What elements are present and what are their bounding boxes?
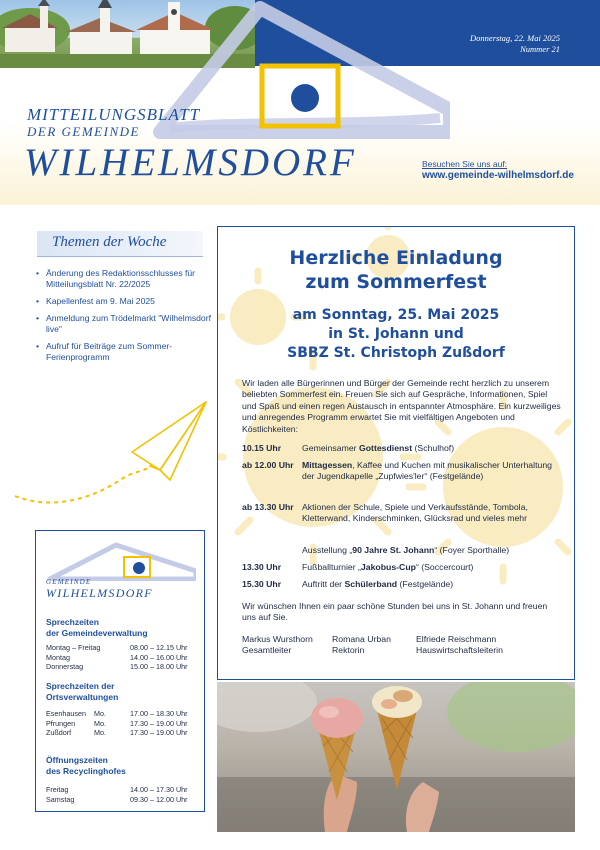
schedule-highlight: 90 Jahre St. Johann [352,545,435,555]
masthead [0,0,600,205]
schedule-time: 10.15 Uhr [242,443,282,453]
schedule-text: (Festgelände) [397,579,454,589]
schedule-text: “ (Foyer Sporthalle) [434,545,510,555]
invitation-closing: Wir wünschen Ihnen ein paar schöne Stunden bei uns in St. Johann und freuen uns auf Sie. [242,601,548,623]
signature-block [332,634,391,657]
themen-item[interactable]: • Aufruf für Beiträge zum Sommer-Ferienprogramm [36,341,211,363]
logo-name-text: WILHELMSDORF [46,586,153,600]
heading-line: Öffnungszeiten [46,755,108,765]
paper-plane-icon [10,400,210,510]
schedule-desc [302,562,564,573]
masthead-title: WILHELMSDORF [24,141,357,184]
hours-time: 08.00 – 12.15 Uhr [130,643,188,652]
hours-time: 17.30 – 19.00 Uhr [130,728,188,737]
invitation-date: am Sonntag, 25. Mai 2025 [292,307,500,323]
themen-item[interactable]: • Anmeldung zum Trödelmarkt "Wilhelmsdorf live" [36,313,211,335]
hours-place: Esenhausen [46,709,86,718]
schedule-desc [302,502,564,525]
office-hours-box [35,530,205,812]
hours-row [46,728,201,738]
hours-row [46,643,201,653]
heading-line: der Gemeindeverwaltung [46,628,148,638]
sommerfest-invitation [217,226,575,680]
hours-day: Montag – Freitag [46,643,101,652]
hours-row [46,795,201,805]
invitation-title-line1: Herzliche Einladung [289,247,503,269]
themen-title: Themen der Woche [52,234,167,250]
schedule-text: , Kaffee und Kuchen mit musikalischer Unterhaltung der Jugendkapelle „Zupfwies'ler“ (Festgelände) [302,460,552,482]
schedule-text: Gemeinsamer [302,443,359,453]
heading-line: des Recyclinghofes [46,766,126,776]
masthead-title-line2: DER GEMEINDE [27,124,140,139]
schedule-text: (Schulhof) [412,443,455,453]
hours-time: 14.00 – 17.30 Uhr [130,785,188,794]
hours-day: Mo. [94,709,106,718]
schedule-time: 13.30 Uhr [242,562,282,572]
hours-day: Mo. [94,728,106,737]
gemeinde-logo-icon [46,541,196,581]
schedule-highlight: Gottesdienst [358,443,413,453]
invitation-title-line2: zum Sommerfest [305,271,487,293]
website-link[interactable]: www.gemeinde-wilhelmsdorf.de [422,170,574,181]
heading-line: Sprechzeiten [46,617,99,627]
hours-row [46,719,201,729]
hours-day: Samstag [46,794,75,804]
masthead-title-line1: MITTEILUNGSBLATT [27,105,201,124]
hours-time: 17.00 – 18.30 Uhr [130,709,188,718]
hours-time: 14.00 – 16.00 Uhr [130,652,188,662]
signature-name: Markus Wursthorn [242,634,313,644]
hours-time: 09.30 – 12.00 Uhr [130,794,188,804]
schedule-text: Auftritt der [302,579,345,589]
schedule-desc [302,545,564,556]
hours-day: Freitag [46,785,69,794]
visit-label: Besuchen Sie uns auf: [422,159,508,169]
section-heading-ortsverwaltungen [46,681,118,703]
schedule-text: Fußballturnier „ [302,562,361,572]
recyclinghof-hours [46,785,201,804]
signature-role: Rektorin [332,645,365,656]
schedule-highlight: Jakobus-Cup [360,562,416,572]
heading-line: Ortsverwaltungen [46,692,119,702]
invitation-place-line1: in St. Johann und [328,326,464,342]
schedule-text: “ (Soccercourt) [415,562,474,572]
hours-place: Pfrungen [46,718,76,728]
verwaltung-hours [46,643,201,672]
signature-name: Romana Urban [332,634,391,644]
hours-time: 17.30 – 19.00 Uhr [130,718,188,728]
schedule-time: 15.30 Uhr [242,579,282,589]
ice-cream-photo [217,682,575,832]
hours-day: Mo. [94,718,106,728]
ortsverwaltung-hours [46,709,201,738]
schedule-text: Ausstellung „ [302,545,353,555]
section-heading-verwaltung [46,617,148,639]
signature-block [242,634,313,657]
themen-header [37,231,203,257]
schedule-time: ab 13.30 Uhr [242,502,294,512]
section-heading-recyclinghof [46,755,126,777]
signature-block [416,634,503,657]
hours-day: Montag [46,652,70,662]
schedule-desc [302,460,564,483]
schedule-time: ab 12.00 Uhr [242,460,294,470]
hours-day: Donnerstag [46,662,84,671]
issue-number: Nummer 21 [520,44,560,54]
invitation-place-line2: SBBZ St. Christoph Zußdorf [287,345,505,361]
signature-name: Elfriede Reischmann [416,634,497,644]
hours-row [46,785,201,795]
schedule-highlight: Schülerband [344,579,398,589]
hours-row [46,662,201,672]
invitation-intro: Wir laden alle Bürgerinnen und Bürger der Gemeinde recht herzlich zu unserem beliebten Sommerfest ein. Freuen Sie sich auf Gespräche, Informationen, Spiel und Spaß und einen regen Austausch in entspannter Atmosphäre. Ein kurzweiliges und anregendes Programm erwartet Sie mit vielfältigen Angeboten und Köstlichkeiten: [242,378,561,434]
schedule-highlight: Mittagessen [302,460,353,470]
themen-item[interactable]: • Änderung des Redaktionsschlusses für Mitteilungsblatt Nr. 22/2025 [36,268,211,290]
schedule-desc [302,579,564,590]
schedule-desc [302,443,564,454]
themen-list [36,268,211,369]
issue-date: Donnerstag, 22. Mai 2025 [470,33,560,43]
themen-item[interactable]: • Kapellenfest am 9. Mai 2025 [36,296,211,307]
hours-time: 15.00 – 18.00 Uhr [130,662,188,671]
logo-gemeinde-text: GEMEINDE [46,578,92,586]
signature-role: Gesamtleiter [242,645,292,656]
hours-row [46,653,201,663]
schedule-text: Aktionen der Schule, Spiele und Verkaufsstände, Tombola, Kletterwand, Kinderschminken, Glücksrad und vieles mehr [302,502,528,524]
heading-line: Sprechzeiten der [46,681,115,691]
hours-place: Zußdorf [46,728,72,737]
signature-role: Hauswirtschaftsleiterin [416,645,503,656]
hours-row [46,709,201,719]
